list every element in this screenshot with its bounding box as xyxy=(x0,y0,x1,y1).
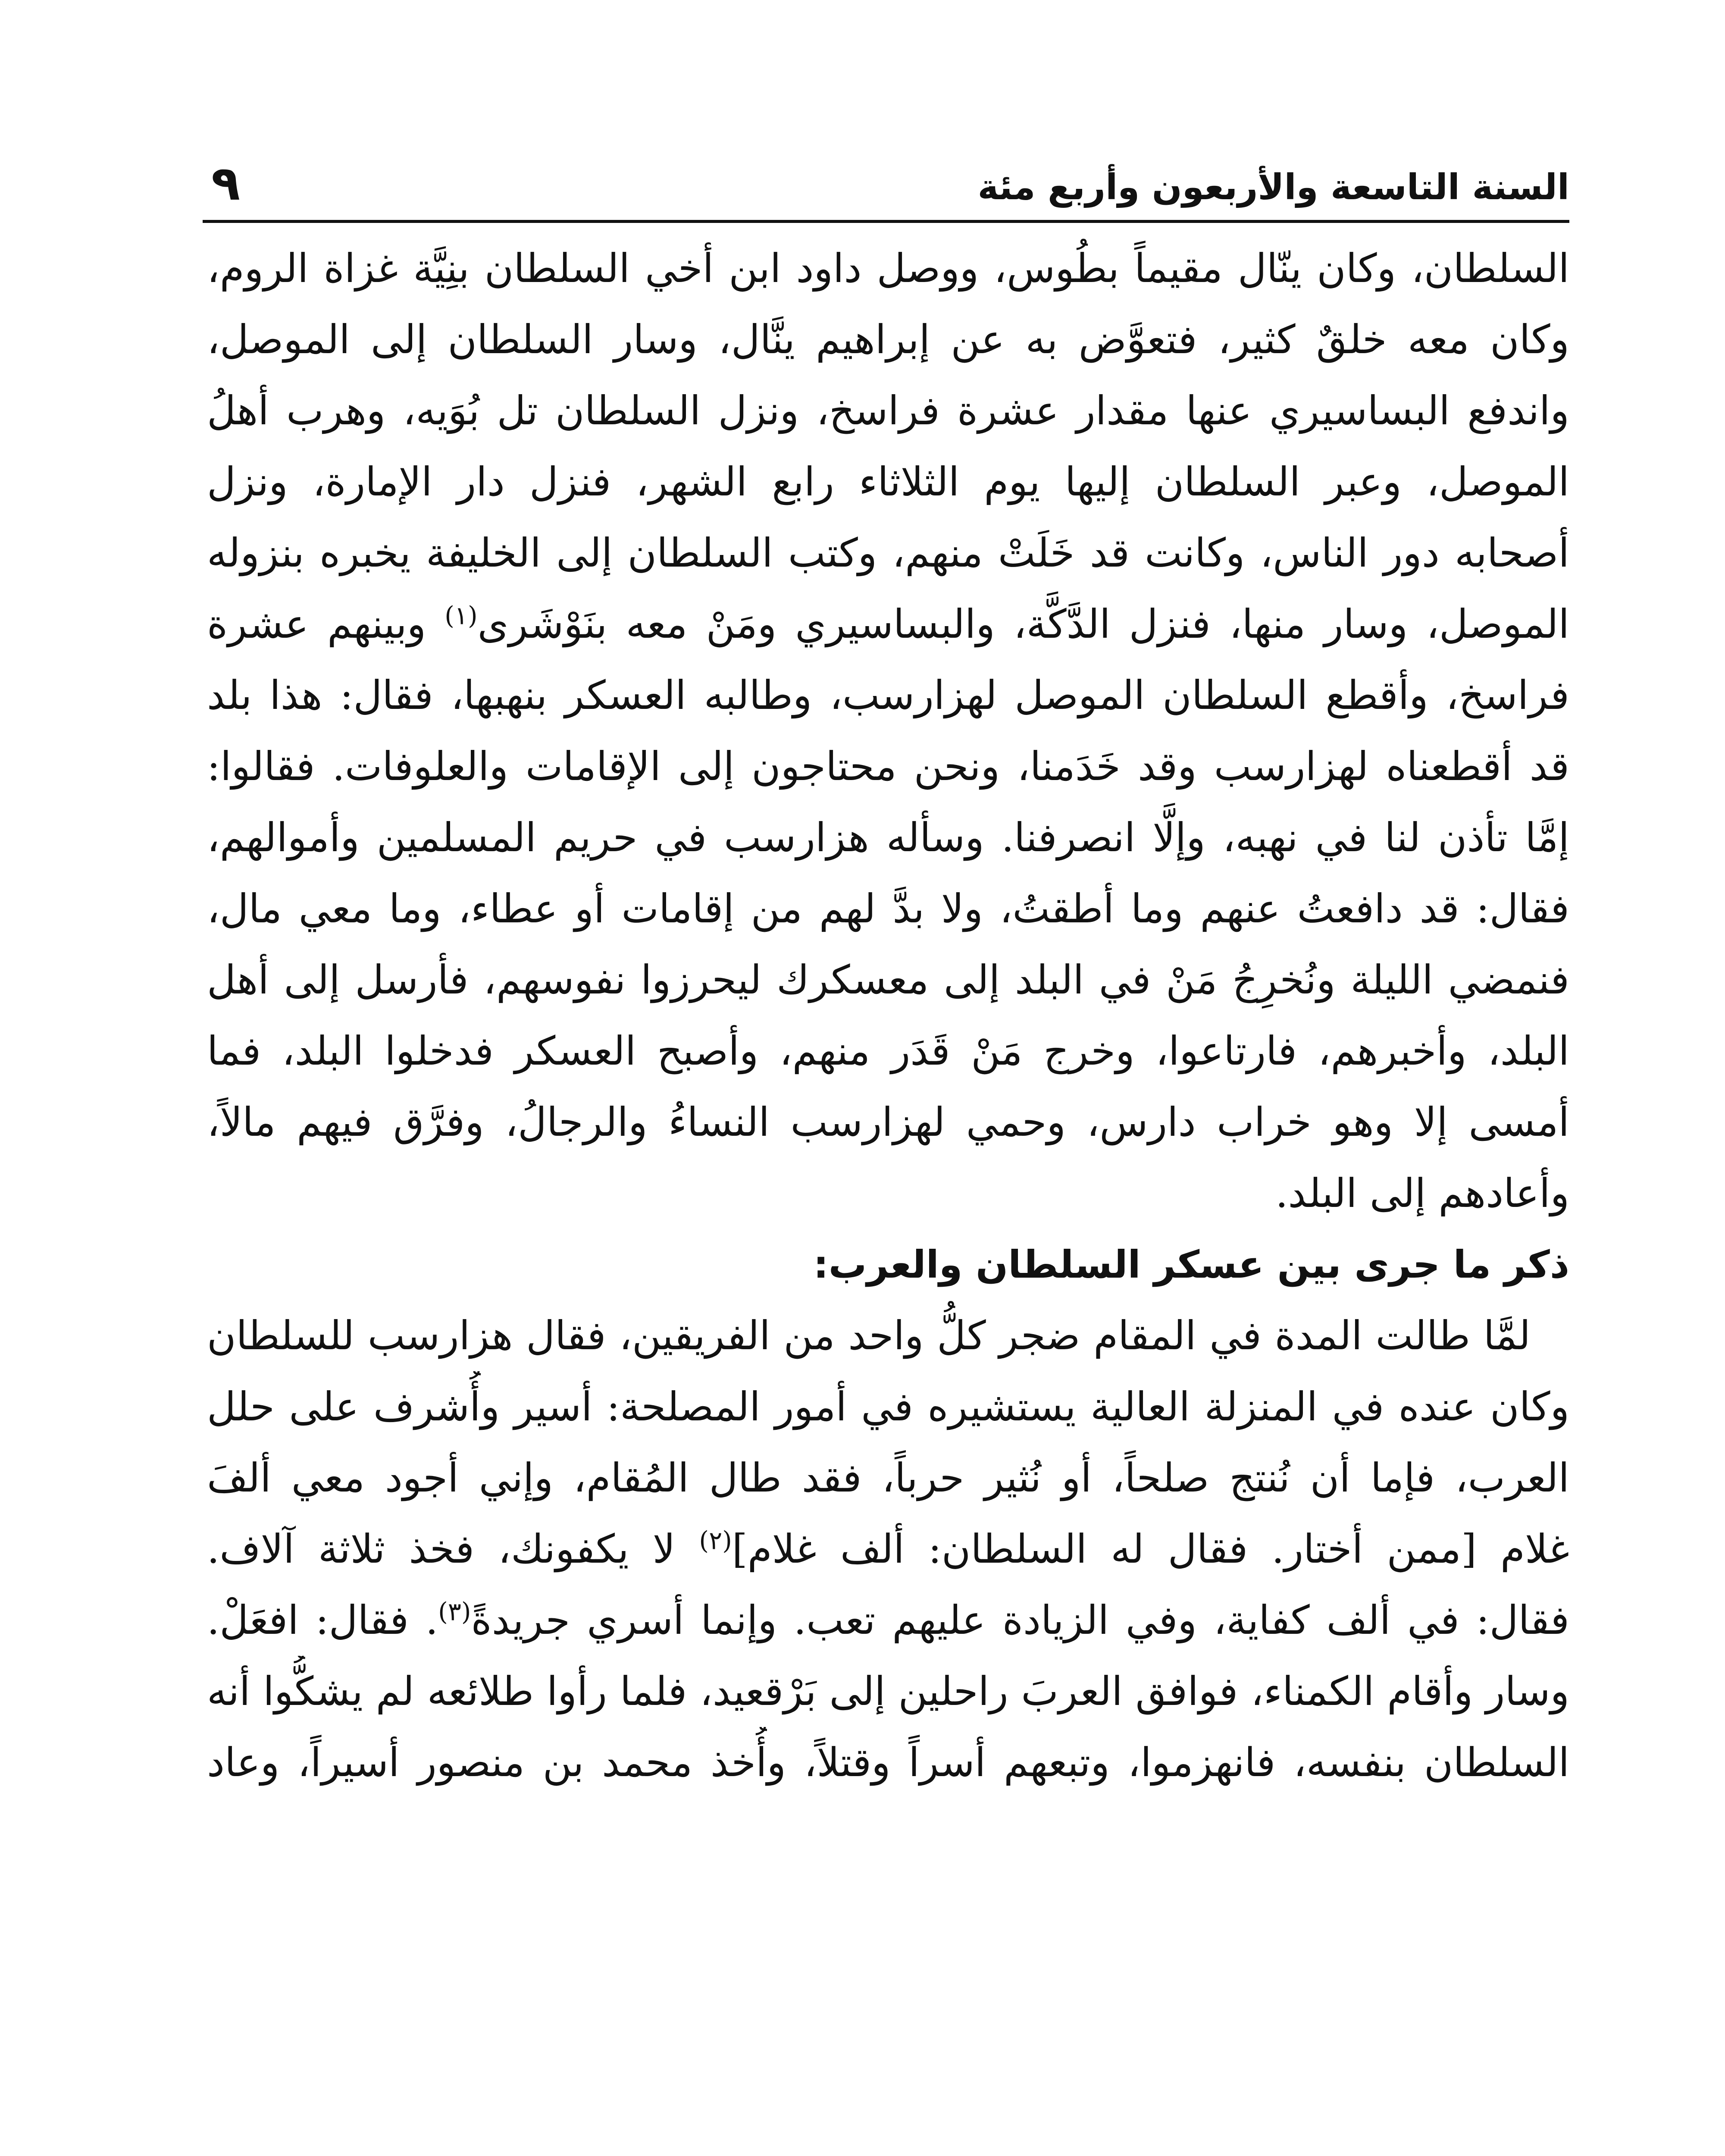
text-segment: الموصل، وسار منها، فنزل الدَّكَّة، والبساسيري ومَنْ معه بنَوْشَرى xyxy=(477,601,1569,647)
text-segment: فقال: في ألف كفاية، وفي الزيادة عليهم تعب. وإنما أسري جريدةً xyxy=(471,1597,1569,1643)
paragraph-2 xyxy=(207,1300,1569,1798)
footnote-ref: (٣) xyxy=(438,1597,471,1626)
body-text xyxy=(207,233,1569,1798)
text-line: العرب، فإما أن نُنتج صلحاً، أو نُثير حرباً، فقد طال المُقام، وإني أجود معي ألفَ xyxy=(207,1455,1569,1501)
page-number: ٩ xyxy=(211,156,241,211)
text-segment: . فقال: افعَلْ. xyxy=(207,1597,438,1643)
paragraph-1 xyxy=(207,233,1569,1229)
text-line: فقال: قد دافعتُ عنهم وما أطقتُ، ولا بدَّ لهم من إقامات أو عطاء، وما معي مال، xyxy=(207,886,1569,932)
text-segment: وبينهم عشرة xyxy=(207,601,426,647)
text-line: الموصل، وعبر السلطان إليها يوم الثلاثاء رابع الشهر، فنزل دار الإمارة، ونزل xyxy=(207,459,1569,505)
text-line: قد أقطعناه لهزارسب وقد خَدَمنا، ونحن محتاجون إلى الإقامات والعلوفات. فقالوا: xyxy=(207,743,1569,790)
header-rule xyxy=(203,220,1569,223)
text-line: لمَّا طالت المدة في المقام ضجر كلُّ واحد من الفريقين، فقال هزارسب للسلطان xyxy=(207,1313,1531,1359)
text-line: وأعادهم إلى البلد. xyxy=(1275,1170,1569,1216)
text-line: فراسخ، وأقطع السلطان الموصل لهزارسب، وطالبه العسكر بنهبها، فقال: هذا بلد xyxy=(207,672,1569,718)
text-line: إمَّا تأذن لنا في نهبه، وإلَّا انصرفنا. وسأله هزارسب في حريم المسلمين وأموالهم، xyxy=(207,815,1569,861)
text-line: وكان عنده في المنزلة العالية يستشيره في أمور المصلحة: أسير وأُشرف على حلل xyxy=(207,1384,1569,1430)
footnote-ref: (٢) xyxy=(699,1526,732,1555)
text-segment: غلام [ممن أختار. فقال له السلطان: ألف غلام] xyxy=(732,1526,1569,1572)
text-line: البلد، وأخبرهم، فارتاعوا، وخرج مَنْ قَدَر منهم، وأصبح العسكر فدخلوا البلد، فما xyxy=(207,1028,1569,1074)
text-segment: لا يكفونك، فخذ ثلاثة آلاف. xyxy=(207,1526,676,1572)
text-line: السلطان بنفسه، فانهزموا، وتبعهم أسراً وقتلاً، وأُخذ محمد بن منصور أسيراً، وعاد xyxy=(207,1739,1569,1786)
section-heading: ذكر ما جرى بين عسكر السلطان والعرب: xyxy=(813,1242,1569,1287)
text-line xyxy=(207,1585,1569,1656)
text-line: وكان معه خلقٌ كثير، فتعوَّض به عن إبراهيم ينَّال، وسار السلطان إلى الموصل، xyxy=(207,317,1569,363)
footnote-ref: (١) xyxy=(445,601,478,630)
text-line: فنمضي الليلة ونُخرِجُ مَنْ في البلد إلى معسكرك ليحرزوا نفوسهم، فأرسل إلى أهل xyxy=(207,957,1569,1003)
text-line xyxy=(207,589,1569,660)
text-line: وسار وأقام الكمناء، فوافق العربَ راحلين إلى بَرْقعيد، فلما رأوا طلائعه لم يشكُّوا أنه xyxy=(207,1668,1569,1714)
text-line: واندفع البساسيري عنها مقدار عشرة فراسخ، ونزل السلطان تل بُوَيه، وهرب أهلُ xyxy=(207,388,1569,434)
running-title: السنة التاسعة والأربعون وأربع مئة xyxy=(977,167,1569,208)
running-header xyxy=(203,156,1569,216)
text-line xyxy=(207,1514,1569,1585)
text-line: السلطان، وكان ينّال مقيماً بطُوس، ووصل داود ابن أخي السلطان بنِيَّة غزاة الروم، xyxy=(207,245,1569,291)
text-line: أصحابه دور الناس، وكانت قد خَلَتْ منهم، وكتب السلطان إلى الخليفة يخبره بنزوله xyxy=(207,530,1569,576)
text-line: أمسى إلا وهو خراب دارس، وحمي لهزارسب النساءُ والرجالُ، وفرَّق فيهم مالاً، xyxy=(207,1099,1569,1145)
